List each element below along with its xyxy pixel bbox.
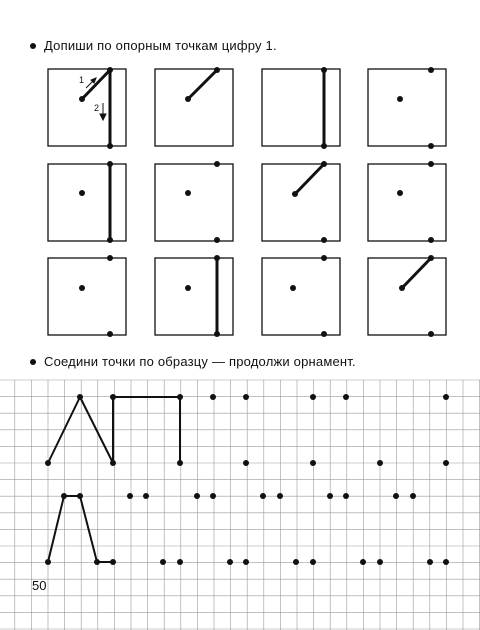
reference-dot — [428, 237, 434, 243]
grid-dot — [393, 493, 399, 499]
reference-dot — [428, 161, 434, 167]
instruction-ornament — [30, 354, 356, 369]
grid-dot — [177, 559, 183, 565]
tracing-box — [48, 69, 126, 146]
reference-dot — [79, 96, 85, 102]
reference-dot — [399, 285, 405, 291]
grid-dot — [227, 559, 233, 565]
reference-dot — [79, 285, 85, 291]
grid-dot — [243, 559, 249, 565]
reference-dot — [214, 67, 220, 73]
reference-dot — [397, 96, 403, 102]
ornament-row-2-lines — [48, 496, 113, 562]
grid-dot — [194, 493, 200, 499]
reference-dot — [107, 237, 113, 243]
grid-dot — [260, 493, 266, 499]
grid-dot — [377, 559, 383, 565]
reference-dot — [214, 161, 220, 167]
reference-dot — [321, 143, 327, 149]
reference-dot — [428, 143, 434, 149]
tracing-box — [48, 258, 126, 335]
hint-step-1: 1 — [79, 75, 85, 85]
reference-dot — [214, 331, 220, 337]
diagonal-stroke — [188, 70, 217, 99]
reference-dot — [107, 143, 113, 149]
grid-dot — [160, 559, 166, 565]
reference-dot — [185, 96, 191, 102]
diagonal-stroke — [82, 70, 110, 99]
reference-dot — [107, 331, 113, 337]
grid-dot — [377, 460, 383, 466]
tracing-box — [155, 258, 233, 335]
tracing-box — [368, 69, 446, 146]
tracing-box — [368, 258, 446, 335]
reference-dot — [214, 237, 220, 243]
grid-dot — [177, 394, 183, 400]
grid-dot — [343, 493, 349, 499]
reference-dot — [397, 190, 403, 196]
grid-dot — [443, 394, 449, 400]
reference-dot — [290, 285, 296, 291]
grid-dot — [293, 559, 299, 565]
reference-dot — [214, 255, 220, 261]
grid-dot — [110, 460, 116, 466]
grid-dot — [243, 394, 249, 400]
tracing-box — [155, 69, 233, 146]
grid-dot — [310, 460, 316, 466]
grid-dot — [110, 394, 116, 400]
tracing-box — [155, 164, 233, 241]
grid-dot — [210, 493, 216, 499]
digit-one-grid — [48, 69, 446, 335]
grid-dot — [177, 460, 183, 466]
page-number: 50 — [32, 578, 47, 593]
grid-dot — [210, 394, 216, 400]
tracing-box — [368, 164, 446, 241]
grid-dot — [310, 559, 316, 565]
digit-one-strokes — [82, 70, 431, 334]
instruction-ornament-text: Соедини точки по образцу — продолжи орнамент. — [44, 354, 356, 369]
graph-paper — [0, 380, 480, 630]
hint-step-2: 2 — [94, 103, 100, 113]
grid-dot — [277, 493, 283, 499]
reference-dot — [321, 331, 327, 337]
grid-dot — [327, 493, 333, 499]
grid-dot — [243, 460, 249, 466]
grid-dot — [45, 460, 51, 466]
grid-dot — [310, 394, 316, 400]
grid-dot — [343, 394, 349, 400]
diagonal-stroke — [295, 164, 324, 194]
bullet-icon — [30, 359, 36, 365]
reference-dot — [428, 255, 434, 261]
grid-dot — [94, 559, 100, 565]
reference-dot — [428, 331, 434, 337]
grid-dot — [110, 559, 116, 565]
diagonal-stroke — [402, 258, 431, 288]
tracing-box — [48, 164, 126, 241]
reference-dot — [107, 67, 113, 73]
reference-dot — [321, 237, 327, 243]
reference-dot — [292, 191, 298, 197]
reference-dot — [321, 161, 327, 167]
grid-dot — [427, 559, 433, 565]
reference-dot — [321, 67, 327, 73]
reference-dot — [185, 190, 191, 196]
reference-dot — [107, 161, 113, 167]
tracing-box — [262, 258, 340, 335]
grid-dot — [443, 460, 449, 466]
digit-one-dots — [79, 67, 434, 337]
grid-dot — [45, 559, 51, 565]
tracing-box — [262, 69, 340, 146]
grid-dot — [77, 394, 83, 400]
grid-dot — [360, 559, 366, 565]
grid-dot — [127, 493, 133, 499]
reference-dot — [185, 285, 191, 291]
reference-dot — [321, 255, 327, 261]
tracing-box — [262, 164, 340, 241]
reference-dot — [107, 255, 113, 261]
arrowhead-icon — [100, 114, 106, 120]
grid-dot — [61, 493, 67, 499]
grid-dot — [443, 559, 449, 565]
grid-dot — [77, 493, 83, 499]
grid-dot — [410, 493, 416, 499]
reference-dot — [79, 190, 85, 196]
ornament-sample-trapezoid — [48, 496, 113, 562]
grid-dot — [143, 493, 149, 499]
instruction-digit-one-text: Допиши по опорным точкам цифру 1. — [44, 38, 277, 53]
reference-dot — [428, 67, 434, 73]
